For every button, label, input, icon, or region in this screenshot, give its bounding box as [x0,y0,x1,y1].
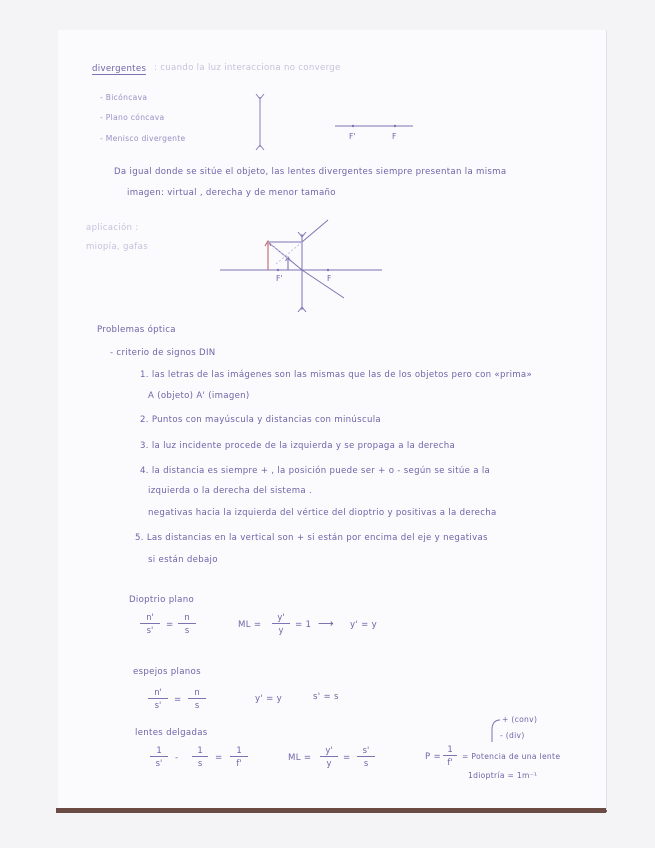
ray-diagram [216,228,386,318]
ml-final: y' = y [350,620,377,630]
dioptria-def: 1dioptría = 1m⁻¹ [468,771,538,780]
ml-label: ML = [238,620,262,630]
statement-line-1: Da igual donde se sitúe el objeto, las lentes divergentes siempre presentan la misma [114,167,507,177]
power-label: P = [425,752,442,762]
statement-line-2: imagen: virtual , derecha y de menor tamaño [127,188,336,198]
relation-y: y' = y [255,694,282,704]
fraction: 1 s' [150,745,168,768]
fraction: s' s [357,745,375,768]
ml-result: = 1 [295,620,312,630]
equals-sign: = [215,753,223,763]
minus-sign: - [175,753,179,763]
rule-line: 4. la distancia es siempre + , la posición puede ser + o - según se sitúe a la [140,466,491,476]
divergentes-title: divergentes [92,64,147,74]
fraction: n' s' [140,612,160,635]
page-edge [56,808,606,813]
focal-label-f-prime: F' [349,132,357,141]
rule-line: A (objeto) A' (imagen) [148,391,250,401]
criterio-line: - criterio de signos DIN [110,348,216,358]
lentes-title: lentes delgadas [135,728,208,738]
rule-line: negativas hacia la izquierda del vértice del dioptrio y positivas a la derecha [148,508,497,518]
fraction: y' y [320,745,338,768]
rule-line: 3. la luz incidente procede de la izquierda y se propaga a la derecha [140,441,456,451]
problemas-title: Problemas óptica [97,325,176,335]
rule-line: 1. las letras de las imágenes son las mismas que las de los objetos pero con «prima» [140,370,533,380]
sign-div: - (div) [500,731,525,740]
diagram-label-f-prime: F' [276,274,284,283]
fraction: 1 f' [230,745,248,768]
rule-line: 2. Puntos con mayúscula y distancias con minúscula [140,415,381,425]
aplicacion-value: miopía, gafas [86,242,148,252]
fraction: 1 s [192,745,208,768]
arrow-icon: ⟶ [318,617,335,630]
aplicacion-label: aplicación : [86,223,139,233]
fraction: n s [178,612,196,635]
rule-line: si están debajo [148,555,218,565]
divergent-lens-symbol [252,92,268,152]
fraction: y' y [272,612,290,635]
fraction: n' s' [148,687,168,710]
fraction: n s [188,687,206,710]
list-item: - Menisco divergente [100,134,186,143]
rule-line: 5. Las distancias en la vertical son + si están por encima del eje y negativas [135,533,488,543]
rule-line: izquierda o la derecha del sistema . [148,486,312,496]
list-item: - Bicóncava [100,93,148,102]
focal-label-f: F [392,132,397,141]
relation-s: s' = s [313,692,339,702]
espejos-title: espejos planos [133,667,201,677]
fraction: 1 f' [443,744,457,767]
equals-sign: = [343,753,351,763]
diagram-label-f: F [327,274,332,283]
ml-label: ML = [288,753,312,763]
focal-axis [335,120,415,132]
equals-sign: = [174,695,182,705]
power-text: = Potencia de una lente [462,752,561,761]
dioptrio-title: Dioptrio plano [129,595,195,605]
divergentes-note: : cuando la luz interacciona no converge [154,63,341,73]
sign-conv: + (conv) [502,715,538,724]
equals-sign: = [166,620,174,630]
list-item: - Plano cóncava [100,113,165,122]
